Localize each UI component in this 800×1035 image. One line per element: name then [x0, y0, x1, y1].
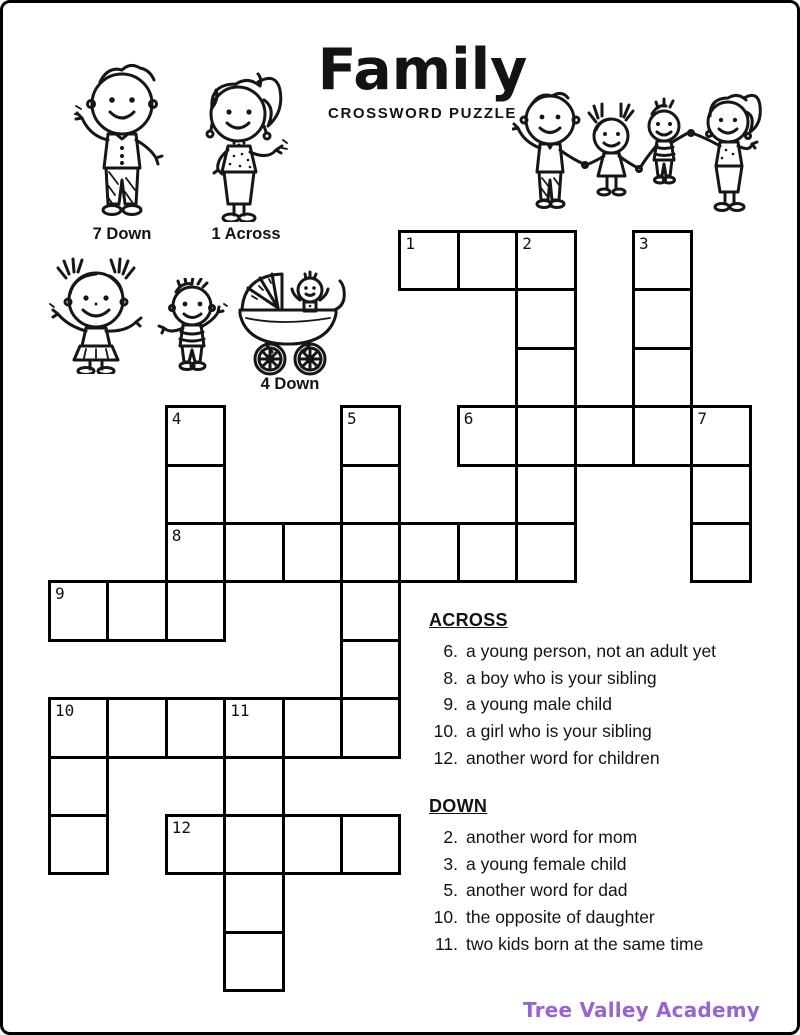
clue-text: another word for mom — [466, 827, 638, 847]
grid-cell-4[interactable] — [165, 405, 226, 466]
clue-text: two kids born at the same time — [466, 933, 704, 954]
grid-cell[interactable] — [223, 872, 284, 933]
down-clues — [429, 796, 789, 958]
baby-carriage-icon — [232, 264, 348, 376]
down-clue-list — [429, 824, 789, 958]
grid-cell-6[interactable] — [457, 405, 518, 466]
grid-cell[interactable] — [340, 639, 401, 700]
woman-label: 1 Across — [211, 225, 281, 243]
grid-cell[interactable] — [165, 697, 226, 758]
grid-cell[interactable] — [632, 405, 693, 466]
grid-cell[interactable] — [457, 230, 518, 291]
down-heading: DOWN — [429, 796, 488, 816]
cell-number: 12 — [171, 818, 192, 837]
man-label: 7 Down — [92, 225, 152, 243]
grid-cell-7[interactable] — [690, 405, 751, 466]
grid-cell[interactable] — [690, 464, 751, 525]
grid-cell[interactable] — [515, 405, 576, 466]
watermark: Tree Valley Academy — [523, 998, 760, 1022]
clue-text: another word for children — [466, 747, 660, 768]
clue-number: 10. — [433, 907, 458, 928]
cell-number: 11 — [230, 701, 250, 721]
clue-number: 9. — [443, 694, 458, 715]
grid-cell-2[interactable] — [515, 230, 576, 291]
clue-text: the opposite of daughter — [466, 907, 655, 928]
clue-number: 3. — [443, 853, 458, 874]
clue-item — [429, 877, 789, 904]
grid-cell[interactable] — [632, 288, 693, 349]
grid-cell[interactable] — [223, 756, 284, 817]
boy-illustration — [156, 278, 228, 374]
cell-number: 6 — [463, 409, 474, 429]
boy-icon — [156, 278, 228, 374]
grid-cell-9[interactable] — [48, 580, 109, 641]
grid-cell[interactable] — [690, 522, 751, 583]
clue-text: a young female child — [466, 853, 627, 874]
grid-cell[interactable] — [282, 814, 343, 875]
cell-number: 7 — [697, 409, 708, 429]
grid-cell[interactable] — [165, 580, 226, 641]
clue-text: a girl who is your sibling — [466, 721, 652, 742]
woman-illustration — [196, 68, 288, 222]
man-illustration — [74, 60, 170, 222]
grid-cell[interactable] — [457, 522, 518, 583]
grid-cell[interactable] — [106, 697, 167, 758]
grid-cell[interactable] — [515, 464, 576, 525]
cell-number: 9 — [55, 584, 65, 604]
across-clues — [429, 610, 789, 772]
grid-cell[interactable] — [515, 288, 576, 349]
page-title: Family — [317, 37, 528, 103]
clue-item — [429, 691, 789, 718]
carriage-label: 4 Down — [260, 375, 320, 393]
clue-item — [429, 824, 789, 851]
clue-item — [429, 638, 789, 665]
clue-text: a boy who is your sibling — [466, 667, 657, 688]
grid-cell[interactable] — [398, 522, 459, 583]
clue-item — [429, 904, 789, 931]
grid-cell[interactable] — [574, 405, 635, 466]
clue-item — [429, 718, 789, 745]
grid-cell-8[interactable] — [165, 522, 226, 583]
across-clue-list — [429, 638, 789, 772]
grid-cell[interactable] — [515, 522, 576, 583]
cell-number: 8 — [171, 526, 182, 545]
cell-number: 3 — [639, 234, 649, 253]
grid-cell-11[interactable] — [223, 697, 284, 758]
clue-item — [429, 931, 789, 958]
clue-text: a young person, not an adult yet — [466, 641, 717, 661]
clue-number: 8. — [443, 667, 458, 688]
grid-cell[interactable] — [282, 697, 343, 758]
grid-cell-3[interactable] — [632, 230, 693, 291]
grid-cell-10[interactable] — [48, 697, 109, 758]
clue-item — [429, 745, 789, 772]
girl-illustration — [48, 256, 146, 374]
clue-number: 11. — [434, 933, 458, 954]
grid-cell[interactable] — [340, 464, 401, 525]
cell-number: 4 — [171, 409, 182, 429]
page-subtitle: CROSSWORD PUZZLE — [328, 105, 517, 122]
clue-number: 5. — [443, 880, 458, 901]
family-group-icon — [512, 88, 776, 228]
clue-number: 12. — [433, 747, 458, 768]
grid-cell[interactable] — [340, 522, 401, 583]
grid-cell[interactable] — [632, 347, 693, 408]
clue-number: 6. — [443, 641, 458, 661]
header — [300, 37, 545, 122]
girl-icon — [48, 256, 146, 374]
grid-cell[interactable] — [340, 580, 401, 641]
grid-cell[interactable] — [106, 580, 167, 641]
clue-item — [429, 665, 789, 692]
cell-number: 1 — [405, 234, 416, 253]
clue-text: another word for dad — [466, 880, 628, 901]
cell-number: 10 — [55, 701, 75, 721]
clue-number: 10. — [433, 721, 458, 742]
grid-cell[interactable] — [223, 814, 284, 875]
woman-icon — [196, 68, 288, 222]
cell-number: 5 — [347, 409, 357, 429]
clue-number: 2. — [443, 827, 458, 847]
cell-number: 2 — [522, 234, 532, 253]
grid-cell-1[interactable] — [398, 230, 459, 291]
grid-cell[interactable] — [223, 522, 284, 583]
grid-cell[interactable] — [165, 464, 226, 525]
grid-cell[interactable] — [48, 756, 109, 817]
clue-text: a young male child — [466, 694, 612, 715]
grid-cell[interactable] — [282, 522, 343, 583]
grid-cell[interactable] — [48, 814, 109, 875]
waving-man-icon — [74, 60, 170, 222]
across-heading: ACROSS — [429, 610, 508, 630]
grid-cell-12[interactable] — [165, 814, 226, 875]
family-illustration — [512, 88, 776, 228]
grid-cell[interactable] — [515, 347, 576, 408]
grid-cell[interactable] — [340, 814, 401, 875]
grid-cell[interactable] — [223, 931, 284, 992]
grid-cell-5[interactable] — [340, 405, 401, 466]
grid-cell[interactable] — [340, 697, 401, 758]
baby-carriage-illustration — [232, 264, 348, 376]
clue-item — [429, 851, 789, 878]
